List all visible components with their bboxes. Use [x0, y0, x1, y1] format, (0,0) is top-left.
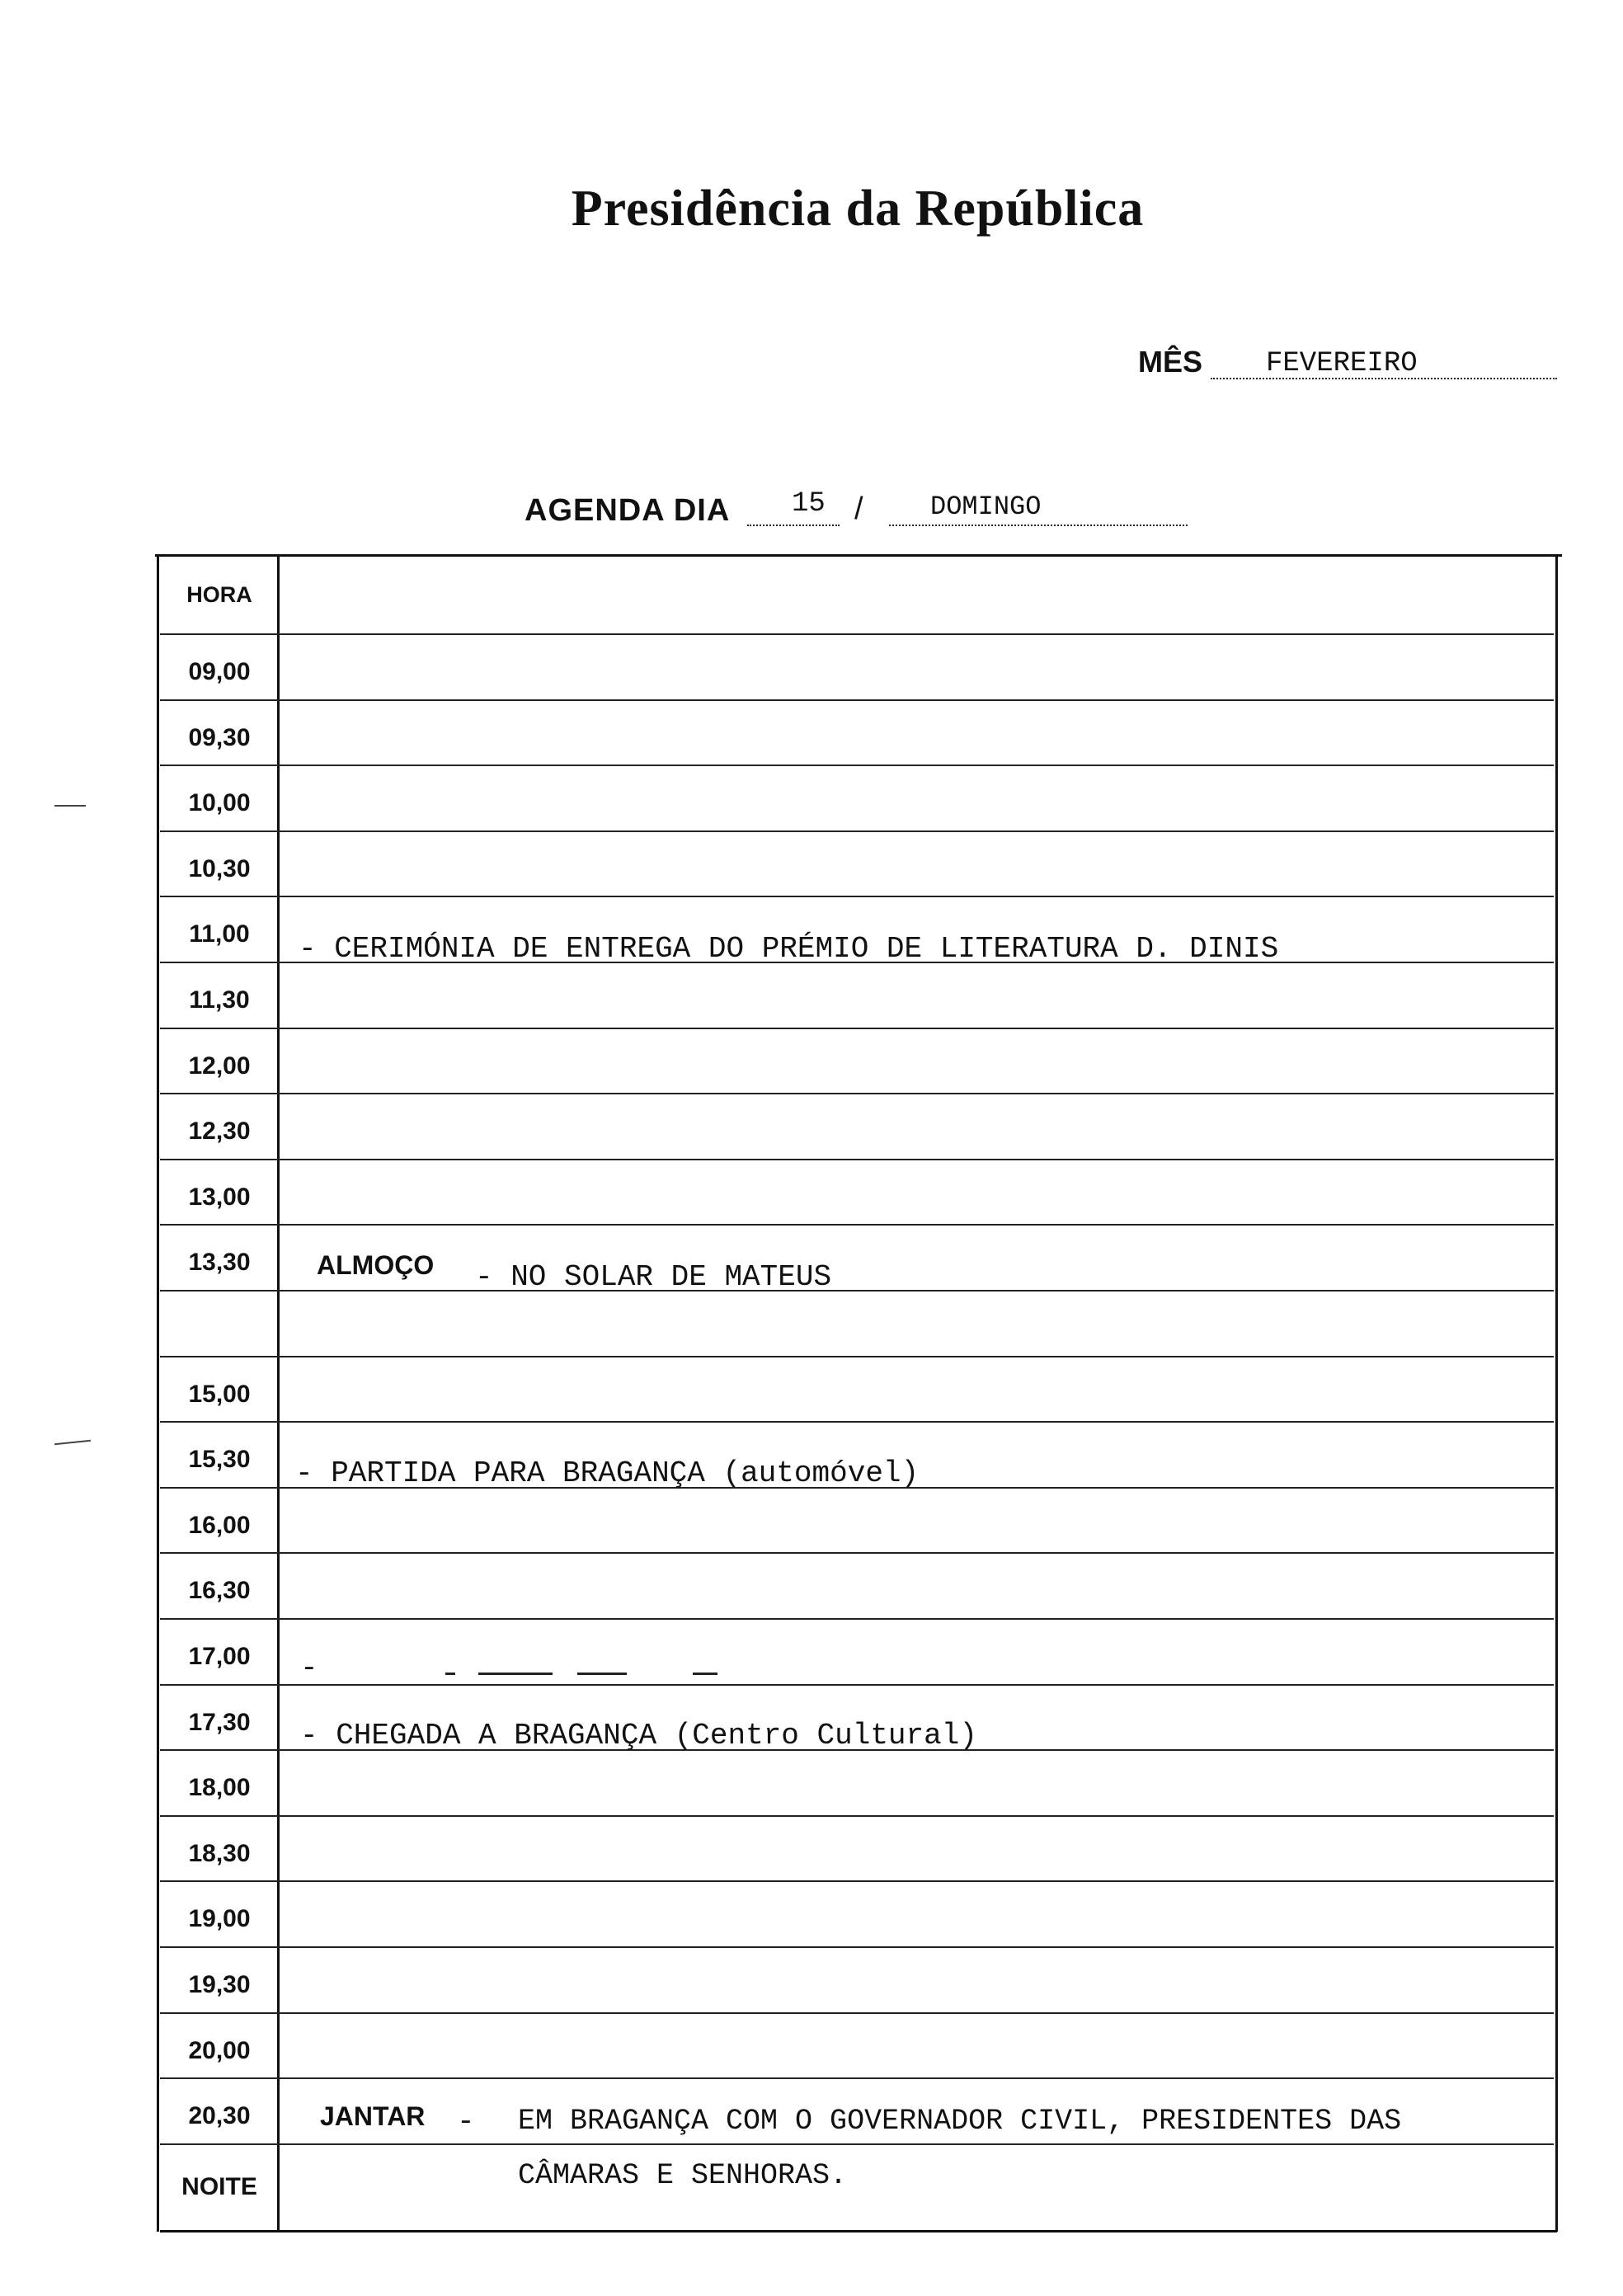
- hour-cell: NOITE: [181, 2172, 257, 2200]
- jantar-text-line-2: CÂMARAS E SENHORAS.: [518, 2159, 848, 2192]
- entry-17-30: - CHEGADA A BRAGANÇA (Centro Cultural): [300, 1719, 977, 1753]
- table-header-row: [0, 556, 1623, 635]
- day-dotted-line: [747, 525, 840, 526]
- hour-row: [0, 2014, 1623, 2080]
- hour-row: [0, 963, 1623, 1029]
- jantar-text-line-1: EM BRAGANÇA COM O GOVERNADOR CIVIL, PRESIDENTES DAS: [518, 2105, 1402, 2138]
- struck-line: [478, 1673, 553, 1675]
- hour-row: [0, 1620, 1623, 1686]
- hour-row: [0, 1948, 1623, 2014]
- hour-row: [0, 1554, 1623, 1620]
- hour-cell: 10,00: [188, 789, 251, 817]
- hour-row: [0, 1817, 1623, 1883]
- hour-cell: 17,00: [188, 1643, 251, 1670]
- hour-cell: 17,30: [188, 1708, 251, 1736]
- jantar-dash: -: [457, 2105, 475, 2138]
- hour-row: [0, 1094, 1623, 1160]
- hour-cell: 12,00: [188, 1052, 251, 1080]
- hour-row: [0, 1751, 1623, 1817]
- hour-cell: 13,30: [188, 1249, 251, 1277]
- weekday-dotted-line: [889, 525, 1188, 526]
- almoco-text: - NO SOLAR DE MATEUS: [475, 1260, 832, 1294]
- month-value: FEVEREIRO: [1266, 348, 1418, 379]
- hour-row: [0, 832, 1623, 898]
- scan-mark: [54, 805, 86, 807]
- hour-cell: 09,30: [188, 723, 251, 751]
- hour-cell: 10,30: [188, 854, 251, 882]
- day-separator: /: [854, 492, 863, 526]
- hour-cell: 16,00: [188, 1511, 251, 1539]
- hour-row: [0, 1292, 1623, 1357]
- entry-15-30: - PARTIDA PARA BRAGANÇA (automóvel): [295, 1456, 920, 1490]
- day-value: 15: [792, 488, 826, 520]
- month-label: MÊS: [1138, 345, 1203, 379]
- hour-cell: 12,30: [188, 1117, 251, 1146]
- page-title: Presidência da República: [571, 181, 1145, 237]
- hour-row: [0, 701, 1623, 767]
- hour-row: [0, 1489, 1623, 1555]
- table-bottom-border: [160, 2230, 1557, 2232]
- hour-row: [0, 635, 1623, 701]
- jantar-label: JANTAR: [320, 2101, 426, 2131]
- hour-cell: 19,00: [188, 1905, 251, 1933]
- almoco-label: ALMOÇO: [317, 1250, 435, 1280]
- hour-cell: 15,30: [188, 1446, 251, 1474]
- hour-cell: 11,30: [189, 986, 250, 1014]
- hour-cell: 11,00: [189, 920, 250, 948]
- hour-cell: 19,30: [188, 1971, 251, 1998]
- struck-line: [577, 1673, 627, 1675]
- hour-cell: 20,30: [188, 2102, 251, 2130]
- hour-row: [0, 1882, 1623, 1948]
- hour-cell: 20,00: [188, 2036, 251, 2064]
- entry-11-00: - CERIMÓNIA DE ENTREGA DO PRÉMIO DE LITERATURA D. DINIS: [299, 932, 1279, 966]
- hour-header: HORA: [186, 582, 252, 607]
- weekday-value: DOMINGO: [930, 492, 1042, 522]
- hour-row: [0, 1357, 1623, 1423]
- hour-row: [0, 1029, 1623, 1095]
- struck-line: [693, 1673, 717, 1675]
- hour-cell: 13,00: [188, 1183, 251, 1211]
- agenda-day-label: AGENDA DIA: [525, 493, 731, 528]
- hour-row: [0, 1160, 1623, 1226]
- hour-row: [0, 766, 1623, 832]
- hour-cell: 15,00: [188, 1380, 251, 1408]
- hour-cell: 16,30: [188, 1577, 251, 1605]
- hour-cell: 18,30: [188, 1839, 251, 1867]
- hour-cell: 09,00: [188, 658, 251, 685]
- hour-cell: 18,00: [188, 1774, 251, 1802]
- entry-17-00: -: [300, 1651, 318, 1685]
- struck-line: [445, 1673, 455, 1675]
